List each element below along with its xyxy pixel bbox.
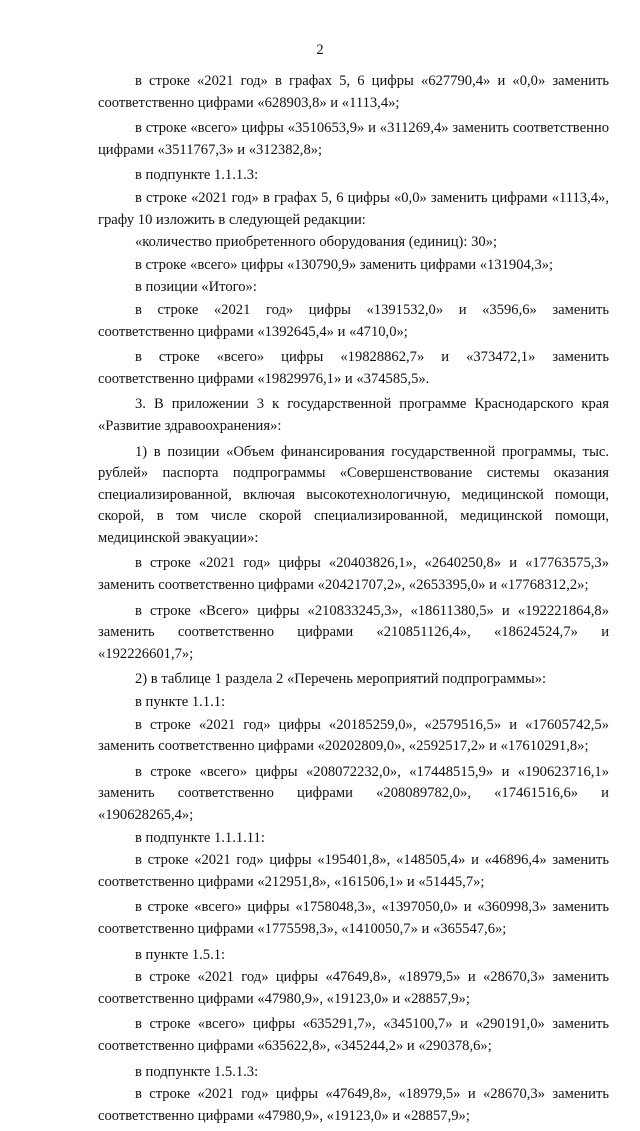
- paragraph: в строке «всего» цифры «130790,9» заменить цифрами «131904,3»;: [135, 256, 554, 273]
- paragraph: в строке «2021 год» цифры «47649,8», «18979,5» и «28670,3» заменить соответственно цифрами «47980,9», «19123,0» и «28857,9»;: [98, 969, 609, 1007]
- paragraph: в строке «2021 год» в графах 5, 6 цифры «0,0» заменить цифрами «1113,4», графу 10 изложить в следующей редакции:: [98, 189, 609, 228]
- paragraph: в подпункте 1.1.1.11:: [135, 829, 265, 846]
- paragraph: в строке «Всего» цифры «210833245,3», «18611380,5» и «192221864,8» заменить соответственно цифрами «210851126,4», «18624524,7» и «192226601,7»;: [98, 602, 609, 662]
- paragraph: в строке «2021 год» цифры «20185259,0», «2579516,5» и «17605742,5» заменить соответственно цифрами «20202809,0», «2592517,2» и «17610291,8»;: [98, 716, 609, 755]
- document-body: [98, 71, 609, 1131]
- paragraph: в строке «2021 год» в графах 5, 6 цифры «627790,4» и «0,0» заменить соответственно цифрами «628903,8» и «1113,4»;: [98, 73, 609, 111]
- paragraph: в позиции «Итого»:: [135, 279, 257, 296]
- paragraph: в подпункте 1.5.1.3:: [135, 1063, 259, 1080]
- paragraph: в строке «2021 год» цифры «20403826,1», «2640250,8» и «17763575,3» заменить соответственно цифрами «20421707,2», «2653395,0» и «17768312,2»;: [98, 555, 609, 594]
- paragraph: в строке «всего» цифры «635291,7», «345100,7» и «290191,0» заменить соответственно цифрами «635622,8», «345244,2» и «290378,6»;: [98, 1016, 609, 1054]
- paragraph: в строке «всего» цифры «1758048,3», «1397050,0» и «360998,3» заменить соответственно цифрами «1775598,3», «1410050,7» и «365547,6»;: [98, 899, 609, 937]
- paragraph: «количество приобретенного оборудования (единиц): 30»;: [135, 234, 498, 251]
- paragraph: в строке «2021 год» цифры «1391532,0» и «3596,6» заменить соответственно цифрами «1392645,4» и «4710,0»;: [98, 301, 609, 340]
- paragraph: 1) в позиции «Объем финансирования государственной программы, тыс. рублей» паспорта подпрограммы «Совершенствование системы оказания специализированной, включая высокотехнологичную, медицинской помощи, скорой, в том числе скорой специализированной, медицинской помощи, медицинской эвакуации»:: [98, 443, 609, 546]
- paragraph: в пункте 1.1.1:: [135, 694, 226, 711]
- paragraph: в строке «2021 год» цифры «195401,8», «148505,4» и «46896,4» заменить соответственно цифрами «212951,8», «161506,1» и «51445,7»;: [98, 852, 609, 890]
- paragraph: в подпункте 1.1.1.3:: [135, 167, 259, 184]
- paragraph: в строке «всего» цифры «19828862,7» и «373472,1» заменить соответственно цифрами «19829976,1» и «374585,5».: [98, 349, 609, 387]
- paragraph: в строке «всего» цифры «208072232,0», «17448515,9» и «190623716,1» заменить соответственно цифрами «208089782,0», «17461516,6» и «190628265,4»;: [98, 763, 609, 823]
- paragraph: в пункте 1.5.1:: [135, 946, 226, 963]
- paragraph: 2) в таблице 1 раздела 2 «Перечень мероприятий подпрограммы»:: [135, 671, 547, 688]
- paragraph: в строке «всего» цифры «3510653,9» и «311269,4» заменить соответственно цифрами «3511767,3» и «312382,8»;: [98, 120, 609, 158]
- paragraph: 3. В приложении 3 к государственной программе Краснодарского края «Развитие здравоохранения»:: [98, 396, 609, 434]
- paragraph: в строке «2021 год» цифры «47649,8», «18979,5» и «28670,3» заменить соответственно цифрами «47980,9», «19123,0» и «28857,9»;: [98, 1086, 609, 1124]
- page-number: 2: [316, 42, 324, 58]
